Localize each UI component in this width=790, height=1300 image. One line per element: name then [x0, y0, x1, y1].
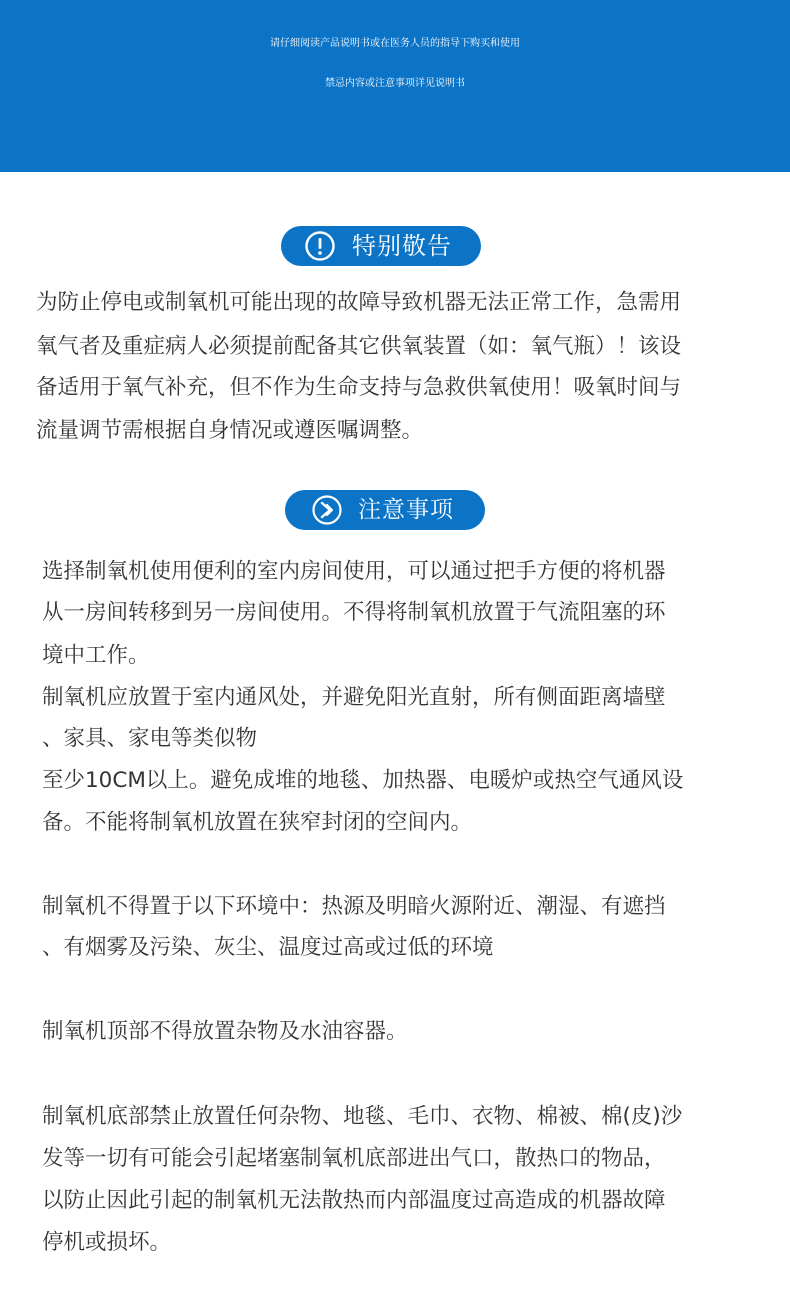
- caution-line-14: 停机或损坏。: [42, 1230, 172, 1255]
- top-banner: [0, 0, 790, 172]
- caution-line-11: 制氧机底部禁止放置任何杂物、地毯、毛巾、衣物、棉被、棉(皮)沙: [42, 1104, 683, 1129]
- chevron-right-circle-icon: [311, 494, 343, 526]
- caution-line-5: 、家具、家电等类似物: [42, 726, 258, 751]
- caution-line-7: 备。不能将制氧机放置在狭窄封闭的空间内。: [42, 810, 473, 835]
- banner-line-1: 请仔细阅读产品说明书或在医务人员的指导下购买和使用: [270, 38, 520, 49]
- exclamation-circle-icon: [304, 230, 336, 262]
- caution-line-2: 从一房间转移到另一房间使用。不得将制氧机放置于气流阻塞的环: [42, 600, 666, 625]
- caution-line-10: 制氧机顶部不得放置杂物及水油容器。: [42, 1019, 408, 1044]
- caution-line-13: 以防止因此引起的制氧机无法散热而内部温度过高造成的机器故障: [42, 1188, 666, 1213]
- precautions-heading: [285, 490, 485, 530]
- caution-line-1: 选择制氧机使用便利的室内房间使用，可以通过把手方便的将机器: [42, 559, 666, 584]
- caution-line-6: 至少10CM以上。避免成堆的地毯、加热器、电暖炉或热空气通风设: [42, 768, 684, 793]
- warning-line-4: 流量调节需根据自身情况或遵医嘱调整。: [36, 418, 424, 443]
- banner-line-2: 禁忌内容或注意事项详见说明书: [325, 78, 465, 89]
- caution-line-3: 境中工作。: [42, 643, 150, 668]
- special-warning-title: 特别敬告: [352, 232, 452, 260]
- warning-line-1: 为防止停电或制氧机可能出现的故障导致机器无法正常工作，急需用: [36, 290, 682, 315]
- caution-line-8: 制氧机不得置于以下环境中：热源及明暗火源附近、潮湿、有遮挡: [42, 894, 666, 919]
- precautions-title: 注意事项: [358, 497, 454, 523]
- warning-line-2: 氧气者及重症病人必须提前配备其它供氧装置（如：氧气瓶）！该设: [36, 334, 682, 359]
- warning-line-3: 备适用于氧气补充，但不作为生命支持与急救供氧使用！吸氧时间与: [36, 375, 682, 400]
- caution-line-12: 发等一切有可能会引起堵塞制氧机底部进出气口，散热口的物品，: [42, 1146, 666, 1171]
- caution-line-9: 、有烟雾及污染、灰尘、温度过高或过低的环境: [42, 935, 494, 960]
- special-warning-heading: [281, 226, 481, 266]
- caution-line-4: 制氧机应放置于室内通风处，并避免阳光直射，所有侧面距离墙壁: [42, 685, 666, 710]
